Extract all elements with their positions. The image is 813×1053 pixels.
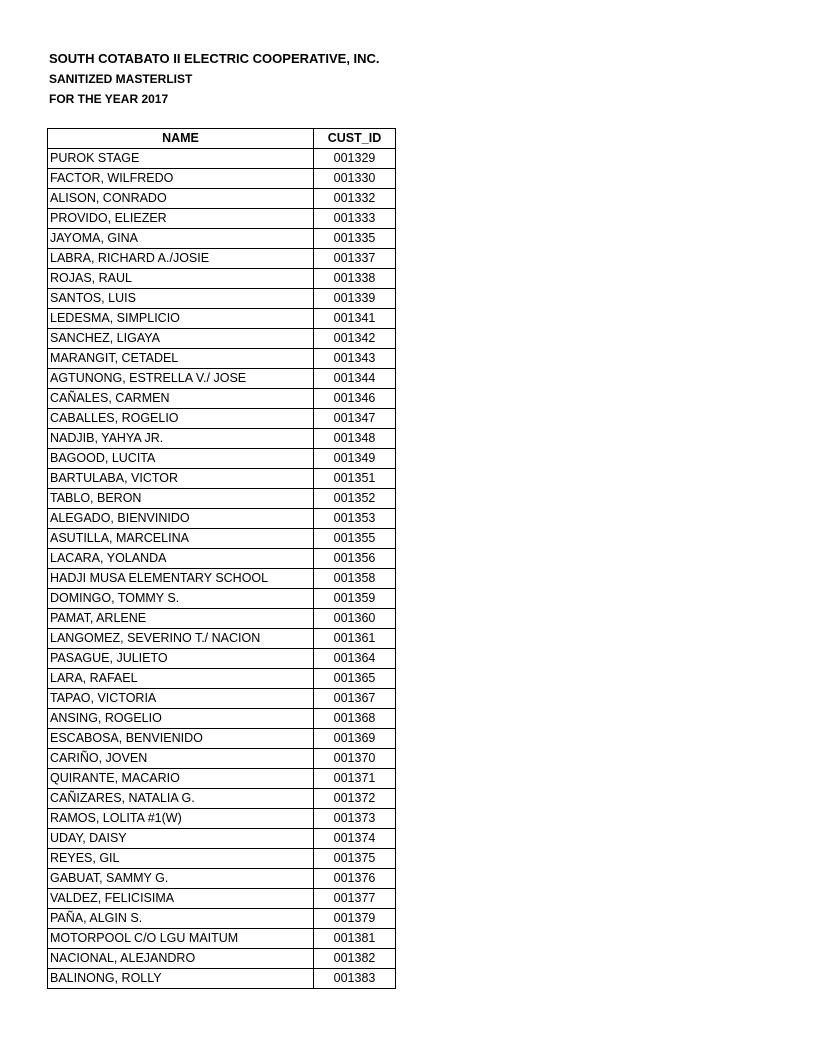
name-cell: SANCHEZ, LIGAYA: [48, 329, 314, 349]
cust-id-cell: 001383: [314, 969, 396, 989]
masterlist-table: [47, 128, 396, 989]
name-cell: PASAGUE, JULIETO: [48, 649, 314, 669]
name-cell: PUROK STAGE: [48, 149, 314, 169]
table-row: [48, 349, 396, 369]
name-cell: CARIÑO, JOVEN: [48, 749, 314, 769]
cust-id-cell: 001365: [314, 669, 396, 689]
header-row: [48, 129, 396, 149]
cust-id-cell: 001343: [314, 349, 396, 369]
table-row: [48, 549, 396, 569]
table-row: [48, 789, 396, 809]
cust-id-cell: 001330: [314, 169, 396, 189]
table-row: [48, 589, 396, 609]
cust-id-cell: 001353: [314, 509, 396, 529]
table-row: [48, 669, 396, 689]
cust-id-cell: 001346: [314, 389, 396, 409]
table-row: [48, 969, 396, 989]
name-cell: QUIRANTE, MACARIO: [48, 769, 314, 789]
name-cell: PROVIDO, ELIEZER: [48, 209, 314, 229]
table-row: [48, 829, 396, 849]
cust-id-cell: 001370: [314, 749, 396, 769]
table-row: [48, 889, 396, 909]
table-row: [48, 329, 396, 349]
name-cell: MOTORPOOL C/O LGU MAITUM: [48, 929, 314, 949]
cust-id-cell: 001373: [314, 809, 396, 829]
cust-id-cell: 001342: [314, 329, 396, 349]
cust-id-cell: 001379: [314, 909, 396, 929]
cust-id-cell: 001352: [314, 489, 396, 509]
cust-id-cell: 001348: [314, 429, 396, 449]
table-row: [48, 169, 396, 189]
cust-id-cell: 001372: [314, 789, 396, 809]
name-cell: CABALLES, ROGELIO: [48, 409, 314, 429]
name-cell: REYES, GIL: [48, 849, 314, 869]
name-cell: TABLO, BERON: [48, 489, 314, 509]
cust-id-cell: 001358: [314, 569, 396, 589]
name-cell: CAÑALES, CARMEN: [48, 389, 314, 409]
table-row: [48, 369, 396, 389]
name-cell: TAPAO, VICTORIA: [48, 689, 314, 709]
cust-id-cell: 001375: [314, 849, 396, 869]
table-row: [48, 749, 396, 769]
name-cell: ASUTILLA, MARCELINA: [48, 529, 314, 549]
cust-id-cell: 001368: [314, 709, 396, 729]
name-cell: LACARA, YOLANDA: [48, 549, 314, 569]
column-header-name: NAME: [48, 129, 314, 149]
cust-id-cell: 001339: [314, 289, 396, 309]
table-row: [48, 629, 396, 649]
name-cell: AGTUNONG, ESTRELLA V./ JOSE: [48, 369, 314, 389]
cust-id-cell: 001347: [314, 409, 396, 429]
cust-id-cell: 001355: [314, 529, 396, 549]
name-cell: PAMAT, ARLENE: [48, 609, 314, 629]
name-cell: MARANGIT, CETADEL: [48, 349, 314, 369]
cust-id-cell: 001364: [314, 649, 396, 669]
name-cell: UDAY, DAISY: [48, 829, 314, 849]
name-cell: ALISON, CONRADO: [48, 189, 314, 209]
cust-id-cell: 001361: [314, 629, 396, 649]
name-cell: BAGOOD, LUCITA: [48, 449, 314, 469]
table-row: [48, 489, 396, 509]
cust-id-cell: 001369: [314, 729, 396, 749]
name-cell: CAÑIZARES, NATALIA G.: [48, 789, 314, 809]
cust-id-cell: 001344: [314, 369, 396, 389]
table-row: [48, 409, 396, 429]
table-header: [48, 129, 396, 149]
table-row: [48, 309, 396, 329]
table-row: [48, 269, 396, 289]
table-row: [48, 509, 396, 529]
cust-id-cell: 001329: [314, 149, 396, 169]
cust-id-cell: 001382: [314, 949, 396, 969]
table-row: [48, 449, 396, 469]
name-cell: LANGOMEZ, SEVERINO T./ NACION: [48, 629, 314, 649]
cust-id-cell: 001335: [314, 229, 396, 249]
cust-id-cell: 001376: [314, 869, 396, 889]
name-cell: RAMOS, LOLITA #1(W): [48, 809, 314, 829]
table-row: [48, 929, 396, 949]
table-row: [48, 249, 396, 269]
table-row: [48, 809, 396, 829]
name-cell: NACIONAL, ALEJANDRO: [48, 949, 314, 969]
name-cell: LARA, RAFAEL: [48, 669, 314, 689]
table-row: [48, 389, 396, 409]
column-header-cust-id: CUST_ID: [314, 129, 396, 149]
table-row: [48, 529, 396, 549]
name-cell: JAYOMA, GINA: [48, 229, 314, 249]
organization-title: SOUTH COTABATO II ELECTRIC COOPERATIVE, INC.: [49, 51, 380, 66]
document-year: FOR THE YEAR 2017: [49, 92, 169, 106]
table-row: [48, 709, 396, 729]
cust-id-cell: 001359: [314, 589, 396, 609]
name-cell: LEDESMA, SIMPLICIO: [48, 309, 314, 329]
name-cell: VALDEZ, FELICISIMA: [48, 889, 314, 909]
name-cell: SANTOS, LUIS: [48, 289, 314, 309]
cust-id-cell: 001333: [314, 209, 396, 229]
name-cell: ESCABOSA, BENVIENIDO: [48, 729, 314, 749]
table-row: [48, 849, 396, 869]
cust-id-cell: 001349: [314, 449, 396, 469]
name-cell: ROJAS, RAUL: [48, 269, 314, 289]
cust-id-cell: 001338: [314, 269, 396, 289]
table-row: [48, 609, 396, 629]
cust-id-cell: 001377: [314, 889, 396, 909]
name-cell: ALEGADO, BIENVINIDO: [48, 509, 314, 529]
table-row: [48, 569, 396, 589]
name-cell: BALINONG, ROLLY: [48, 969, 314, 989]
cust-id-cell: 001371: [314, 769, 396, 789]
name-cell: BARTULABA, VICTOR: [48, 469, 314, 489]
table-row: [48, 289, 396, 309]
document-subtitle: SANITIZED MASTERLIST: [49, 72, 193, 86]
table-row: [48, 769, 396, 789]
table-row: [48, 209, 396, 229]
table-row: [48, 189, 396, 209]
table-row: [48, 869, 396, 889]
cust-id-cell: 001381: [314, 929, 396, 949]
cust-id-cell: 001360: [314, 609, 396, 629]
name-cell: LABRA, RICHARD A./JOSIE: [48, 249, 314, 269]
table-body: [48, 149, 396, 989]
table-row: [48, 429, 396, 449]
cust-id-cell: 001332: [314, 189, 396, 209]
name-cell: GABUAT, SAMMY G.: [48, 869, 314, 889]
name-cell: NADJIB, YAHYA JR.: [48, 429, 314, 449]
name-cell: HADJI MUSA ELEMENTARY SCHOOL: [48, 569, 314, 589]
cust-id-cell: 001367: [314, 689, 396, 709]
table-row: [48, 689, 396, 709]
name-cell: FACTOR, WILFREDO: [48, 169, 314, 189]
name-cell: PAÑA, ALGIN S.: [48, 909, 314, 929]
name-cell: DOMINGO, TOMMY S.: [48, 589, 314, 609]
table-row: [48, 949, 396, 969]
cust-id-cell: 001374: [314, 829, 396, 849]
document-header: [49, 49, 380, 109]
table-row: [48, 649, 396, 669]
cust-id-cell: 001341: [314, 309, 396, 329]
table-row: [48, 729, 396, 749]
cust-id-cell: 001351: [314, 469, 396, 489]
table-row: [48, 229, 396, 249]
name-cell: ANSING, ROGELIO: [48, 709, 314, 729]
cust-id-cell: 001337: [314, 249, 396, 269]
table-row: [48, 469, 396, 489]
cust-id-cell: 001356: [314, 549, 396, 569]
table-row: [48, 909, 396, 929]
table-row: [48, 149, 396, 169]
